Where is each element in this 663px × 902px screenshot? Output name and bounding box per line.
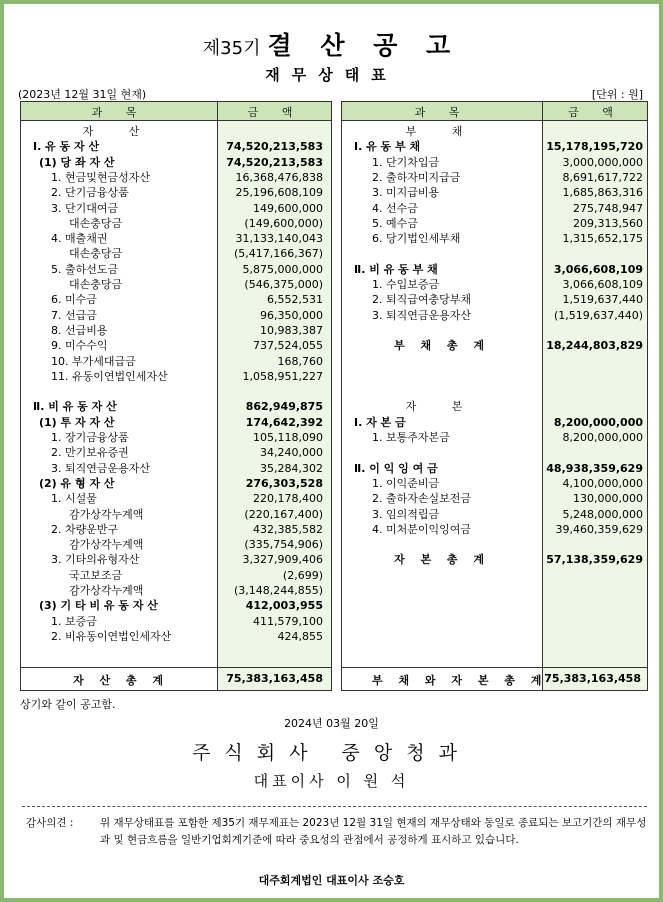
table-row bbox=[21, 522, 331, 537]
row-value: 432,385,582 bbox=[253, 522, 323, 536]
row-value: (1,519,637,440) bbox=[553, 308, 643, 322]
row-label: 1. 이익준비금 bbox=[372, 476, 440, 490]
table-row bbox=[21, 170, 331, 185]
row-value: 4,100,000,000 bbox=[562, 476, 643, 490]
table-row bbox=[21, 338, 331, 353]
row-value: (335,754,906) bbox=[244, 538, 323, 552]
row-label: 3. 단기대여금 bbox=[51, 201, 119, 215]
currency-unit: [단위 : 원] bbox=[591, 88, 643, 101]
table-row bbox=[342, 201, 647, 216]
liabilities-equity-total-label: 부 채 와 자 본 총 계 bbox=[372, 674, 548, 687]
row-label: Ⅱ. 이 익 잉 여 금 bbox=[354, 461, 438, 475]
row-value: 737,524,055 bbox=[253, 339, 323, 353]
liabilities-equity-total-value: 75,383,163,458 bbox=[544, 672, 641, 685]
table-row bbox=[21, 537, 331, 552]
table-row bbox=[342, 507, 647, 522]
row-label: 3. 퇴직연금운용자산 bbox=[51, 461, 150, 475]
table-row bbox=[342, 338, 647, 353]
table-row bbox=[21, 155, 331, 170]
table-row bbox=[21, 216, 331, 231]
row-value: 74,520,213,583 bbox=[226, 140, 323, 154]
row-label: 1. 수입보증금 bbox=[372, 278, 440, 291]
row-label: 3. 미지급비용 bbox=[372, 186, 440, 200]
row-value: 31,133,140,043 bbox=[235, 232, 323, 246]
assets-total-label: 자 산 총 계 bbox=[73, 674, 169, 687]
row-value: 5,248,000,000 bbox=[562, 507, 643, 521]
row-label: 2. 퇴직급여충당부채 bbox=[372, 293, 471, 307]
row-value: 411,579,100 bbox=[253, 614, 323, 628]
row-label: 대손충당금 bbox=[69, 278, 123, 291]
row-label: 1. 현금및현금성자산 bbox=[51, 170, 150, 184]
row-value: 34,240,000 bbox=[260, 446, 323, 460]
row-label: 2. 만기보유증권 bbox=[51, 446, 129, 460]
row-value: 1,685,863,316 bbox=[562, 186, 643, 200]
row-label: 5. 예수금 bbox=[372, 216, 418, 230]
row-label: 5. 출하선도금 bbox=[51, 262, 119, 276]
item-header: 과 목 bbox=[91, 106, 147, 119]
row-label: (1) 투 자 자 산 bbox=[39, 415, 115, 429]
row-value: 57,138,359,629 bbox=[546, 553, 643, 567]
table-row bbox=[342, 216, 647, 231]
table-row bbox=[21, 430, 331, 445]
row-value: 8,200,000,000 bbox=[562, 431, 643, 444]
row-label: 9. 미수수익 bbox=[51, 339, 108, 353]
row-label: Ⅰ. 유 동 자 산 bbox=[33, 140, 100, 154]
item-header: 과 목 bbox=[414, 106, 470, 119]
table-row bbox=[21, 583, 331, 598]
row-label: 1. 시설물 bbox=[51, 492, 97, 506]
table-row bbox=[21, 262, 331, 277]
table-row bbox=[21, 246, 331, 261]
row-label: 7. 선급금 bbox=[51, 308, 97, 322]
row-label: 1. 보통주자본금 bbox=[372, 431, 450, 444]
table-row bbox=[342, 231, 647, 246]
table-row bbox=[342, 552, 647, 567]
row-label: 대손충당금 bbox=[69, 216, 123, 230]
table-row bbox=[21, 476, 331, 491]
row-label: 6. 당기법인세부채 bbox=[372, 232, 461, 246]
row-label: 4. 미처분이익잉여금 bbox=[372, 522, 471, 536]
table-row bbox=[342, 262, 647, 277]
table-row bbox=[342, 308, 647, 323]
row-value: 105,118,090 bbox=[253, 431, 323, 444]
row-label: 부 채 bbox=[405, 125, 479, 138]
row-value: 25,196,608,109 bbox=[235, 186, 323, 200]
table-row bbox=[342, 399, 647, 414]
row-value: 3,327,909,406 bbox=[242, 553, 323, 567]
table-row bbox=[342, 430, 647, 445]
table-row bbox=[342, 124, 647, 139]
table-row bbox=[342, 522, 647, 537]
audit-label: 감사의견 : bbox=[26, 817, 74, 829]
table-row bbox=[21, 552, 331, 567]
row-label: 자 본 총 계 bbox=[394, 553, 490, 567]
table-row bbox=[342, 155, 647, 170]
row-value: 1,519,637,440 bbox=[562, 293, 643, 307]
table-row bbox=[21, 139, 331, 154]
row-label: 감가상각누계액 bbox=[69, 584, 144, 597]
table-row bbox=[342, 139, 647, 154]
table-row bbox=[21, 369, 331, 384]
row-label: 3. 기타의유형자산 bbox=[51, 553, 140, 567]
amount-header: 금 액 bbox=[247, 106, 303, 119]
table-row bbox=[342, 277, 647, 292]
table-row bbox=[21, 507, 331, 522]
liabilities-equity-total-row bbox=[342, 667, 647, 690]
table-row bbox=[21, 201, 331, 216]
row-label: 1. 단기차입금 bbox=[372, 155, 440, 169]
table-row bbox=[342, 185, 647, 200]
row-label: 10. 부가세대급금 bbox=[51, 354, 136, 368]
table-row bbox=[342, 445, 647, 460]
row-value: 18,244,803,829 bbox=[546, 339, 643, 353]
table-row bbox=[342, 323, 647, 338]
table-row bbox=[21, 598, 331, 613]
row-label: 부 채 총 계 bbox=[394, 339, 490, 353]
row-value: 1,058,951,227 bbox=[242, 369, 323, 383]
table-row bbox=[342, 369, 647, 384]
row-value: 5,875,000,000 bbox=[242, 262, 323, 276]
row-value: (546,375,000) bbox=[244, 278, 323, 291]
assets-total-row bbox=[21, 667, 331, 690]
table-row bbox=[21, 399, 331, 414]
liabilities-equity-table bbox=[341, 101, 648, 691]
row-label: 3. 퇴직연금운용자산 bbox=[372, 308, 471, 322]
table-row bbox=[21, 415, 331, 430]
table-row bbox=[21, 568, 331, 583]
row-label: 2. 비유동이연법인세자산 bbox=[51, 629, 172, 643]
row-label: 1. 보증금 bbox=[51, 614, 97, 628]
row-value: 8,200,000,000 bbox=[553, 415, 643, 429]
row-label: 2. 출하자손실보전금 bbox=[372, 492, 471, 506]
row-label: (3) 기 타 비 유 동 자 산 bbox=[39, 599, 158, 613]
table-row bbox=[21, 323, 331, 338]
row-label: Ⅱ. 비 유 동 자 산 bbox=[33, 400, 117, 414]
notice-statement: 상기와 같이 공고함. bbox=[20, 698, 116, 711]
row-label: 1. 장기금융상품 bbox=[51, 431, 129, 444]
table-row bbox=[21, 185, 331, 200]
row-label: (1) 당 좌 자 산 bbox=[39, 155, 115, 169]
row-value: 209,313,560 bbox=[573, 216, 643, 230]
title-prefix: 제35기 bbox=[202, 38, 261, 59]
row-label: 국고보조금 bbox=[69, 568, 123, 582]
row-label: 6. 미수금 bbox=[51, 293, 97, 307]
table-row bbox=[21, 491, 331, 506]
row-label: 2. 단기금융상품 bbox=[51, 186, 129, 200]
table-row bbox=[21, 384, 331, 399]
row-value: 862,949,875 bbox=[245, 400, 323, 414]
row-value: 130,000,000 bbox=[573, 492, 643, 506]
row-label: 11. 유동이연법인세자산 bbox=[51, 369, 168, 383]
row-value: 3,066,608,109 bbox=[553, 262, 643, 276]
table-row bbox=[21, 124, 331, 139]
row-value: 3,000,000,000 bbox=[562, 155, 643, 169]
row-value: 48,938,359,629 bbox=[546, 461, 643, 475]
row-value: (2,699) bbox=[282, 568, 323, 582]
assets-total-value: 75,383,163,458 bbox=[226, 672, 323, 685]
liabilities-table-header bbox=[342, 102, 647, 121]
row-label: 감가상각누계액 bbox=[69, 538, 144, 552]
row-value: 424,855 bbox=[277, 629, 323, 643]
table-row bbox=[342, 476, 647, 491]
statement-subtitle: 재무상태표 bbox=[265, 66, 398, 84]
row-label: 감가상각누계액 bbox=[69, 507, 144, 521]
amount-header: 금 액 bbox=[568, 106, 623, 119]
page-title bbox=[4, 26, 659, 62]
row-value: 149,600,000 bbox=[253, 201, 323, 215]
row-value: 16,368,476,838 bbox=[235, 170, 323, 184]
row-value: 15,178,195,720 bbox=[546, 140, 643, 154]
row-value: 39,460,359,629 bbox=[555, 522, 643, 536]
table-row bbox=[21, 461, 331, 476]
row-value: 174,642,392 bbox=[245, 415, 323, 429]
row-value: 8,691,617,722 bbox=[562, 170, 643, 184]
row-label: 8. 선급비용 bbox=[51, 323, 108, 337]
publication-date: 2024년 03월 20일 bbox=[284, 717, 379, 730]
row-label: 4. 매출채권 bbox=[51, 232, 108, 246]
row-label: 자 본 bbox=[405, 400, 479, 414]
table-row bbox=[342, 292, 647, 307]
table-row bbox=[21, 445, 331, 460]
table-row bbox=[342, 461, 647, 476]
table-row bbox=[21, 354, 331, 369]
row-value: (5,417,166,367) bbox=[233, 247, 323, 261]
row-label: Ⅱ. 비 유 동 부 채 bbox=[354, 262, 438, 276]
company-name: 주식회사 중앙청과 bbox=[192, 742, 471, 764]
row-value: 10,983,387 bbox=[260, 323, 323, 337]
auditor-name: 대주회계법인 대표이사 조승호 bbox=[258, 874, 405, 887]
table-row bbox=[342, 170, 647, 185]
audit-text: 위 재무상태표를 포함한 제35기 재무제표는 2023년 12월 31일 현재의 재무상태와 동일로 종료되는 보고기간의 재무성과 및 현금흐름을 일반기업회계기준에 따라 중요성의 관점에서 공정하게 표시하고 있습니다. bbox=[100, 817, 647, 846]
table-row bbox=[21, 292, 331, 307]
table-row bbox=[342, 246, 647, 261]
row-value: 220,178,400 bbox=[253, 492, 323, 506]
row-value: 412,003,955 bbox=[245, 599, 323, 613]
row-value: (3,148,244,855) bbox=[233, 584, 323, 597]
table-row bbox=[21, 629, 331, 644]
title-main: 결 산 공 고 bbox=[267, 31, 461, 60]
row-value: 276,303,528 bbox=[245, 476, 323, 490]
row-label: Ⅰ. 유 동 부 채 bbox=[354, 140, 421, 154]
row-value: (149,600,000) bbox=[244, 216, 323, 230]
table-row bbox=[342, 384, 647, 399]
table-row bbox=[21, 614, 331, 629]
dashed-divider bbox=[22, 806, 647, 807]
row-value: 96,350,000 bbox=[260, 308, 323, 322]
table-row bbox=[342, 491, 647, 506]
table-row bbox=[21, 231, 331, 246]
row-label: 4. 선수금 bbox=[372, 201, 418, 215]
row-label: 3. 임의적립금 bbox=[372, 507, 440, 521]
row-value: 74,520,213,583 bbox=[226, 155, 323, 169]
assets-table-header bbox=[21, 102, 331, 121]
row-label: 2. 출하자미지급금 bbox=[372, 170, 461, 184]
row-value: 1,315,652,175 bbox=[562, 232, 643, 246]
row-label: 자 산 bbox=[82, 125, 156, 138]
table-row bbox=[21, 308, 331, 323]
table-row bbox=[342, 537, 647, 552]
ceo-name: 대표이사 이 원 석 bbox=[253, 772, 410, 790]
table-row bbox=[342, 354, 647, 369]
row-value: 275,748,947 bbox=[573, 201, 643, 215]
row-value: 3,066,608,109 bbox=[562, 278, 643, 291]
row-label: 2. 차량운반구 bbox=[51, 522, 119, 536]
row-value: 168,760 bbox=[277, 354, 323, 368]
row-value: 6,552,531 bbox=[267, 293, 323, 307]
row-label: (2) 유 형 자 산 bbox=[39, 476, 115, 490]
table-row bbox=[21, 277, 331, 292]
row-label: Ⅰ. 자 본 금 bbox=[354, 415, 406, 429]
table-row bbox=[342, 415, 647, 430]
row-value: 35,284,302 bbox=[260, 461, 323, 475]
assets-table bbox=[20, 101, 332, 691]
as-of-date: (2023년 12월 31일 현재) bbox=[18, 88, 147, 101]
row-value: (220,167,400) bbox=[244, 507, 323, 521]
row-label: 대손충당금 bbox=[69, 247, 123, 261]
